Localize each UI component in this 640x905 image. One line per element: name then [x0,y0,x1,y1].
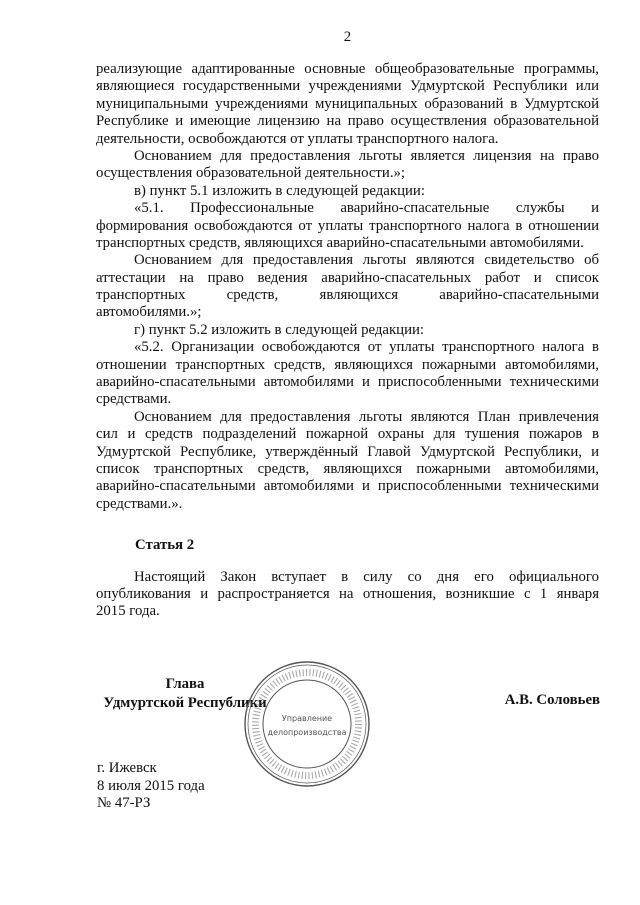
stamp-inner-text: Управление [281,714,333,723]
issue-date: 8 июля 2015 года [97,777,205,794]
paragraph-line: транспортных средств, являющихся аварийно-спасательными [96,287,599,304]
signatory-name: А.В. Соловьев [504,692,600,708]
paragraph-line: Республике и имеющие лицензию на право осуществления образовательной [96,113,599,130]
paragraph-item-g [96,322,599,339]
issue-details [97,760,205,813]
paragraph-line: Основанием для предоставления льготы являются План привлечения [134,408,599,425]
official-stamp [240,657,374,791]
paragraph-line: сил и средств подразделений пожарной охраны для тушения пожаров в [96,426,599,443]
paragraph-item-v [96,183,599,200]
issue-place: г. Ижевск [97,760,157,776]
paragraph-line: муниципальными учреждениями муниципальных образований в Удмуртской [96,95,599,112]
paragraph-line: Удмуртской Республике, утверждённый Главой Удмуртской Республики, и [96,443,599,460]
article-heading: Статья 2 [135,537,195,553]
paragraph-line: в) пункт 5.1 изложить в следующей редакции: [134,182,425,199]
page-number: 2 [343,29,352,45]
paragraph-line: средствами. [96,391,172,408]
paragraph-line: автомобилями.»; [96,304,202,321]
paragraph-license-basis [96,148,599,183]
paragraph-line: являющиеся государственными учреждениями Удмуртской Республики или [96,78,599,95]
stamp-inner-text: делопроизводства [267,728,347,737]
paragraph-line: транспортных средств, являющихся аварийно-спасательными автомобилями. [96,234,584,251]
document-body [96,61,599,513]
paragraph-line: аварийно-спасательными автомобилями и приспособленными техническими [96,478,599,495]
paragraph-clause-5-1 [96,200,599,252]
paragraph-clause-5-2-basis [96,409,599,513]
paragraph-continuation [96,61,599,148]
stamp-outer-ring [245,662,369,786]
paragraph-clause-5-1-basis [96,252,599,322]
stamp-inner-ring [263,680,351,768]
paragraph-line: деятельности, освобождаются от уплаты транспортного налога. [96,130,499,147]
paragraph-line: «5.2. Организации освобождаются от уплаты транспортного налога в [134,339,599,356]
paragraph-line: средствами.». [96,495,183,512]
paragraph-line: реализующие адаптированные основные общеобразовательные программы, [96,61,599,77]
stamp-second-ring [248,665,366,783]
paragraph-line: 2015 года. [96,603,160,620]
paragraph-line: Основанием для предоставления льготы является лицензия на право [134,147,599,164]
paragraph-line: Основанием для предоставления льготы являются свидетельство об [134,252,599,269]
law-number: № 47-РЗ [97,795,151,811]
paragraph-line: осуществления образовательной деятельности.»; [96,165,406,182]
paragraph-line: опубликования и распространяется на отношения, возникшие с 1 января [96,586,599,603]
paragraph-line: отношении транспортных средств, являющихся пожарными автомобилями, [96,356,599,373]
paragraph-line: список транспортных средств, являющихся пожарными автомобилями, [96,460,599,477]
signatory-position-line: Глава [165,676,205,692]
stamp-graphic [240,657,374,791]
paragraph-clause-5-2 [96,339,599,409]
stamp-ring-lettering [256,673,359,776]
paragraph-line: г) пункт 5.2 изложить в следующей редакции: [134,321,425,338]
paragraph-line: аттестации на право ведения аварийно-спасательных работ и список [96,269,599,286]
paragraph-line: Настоящий Закон вступает в силу со дня его официального [134,569,599,585]
signatory-position-line: Удмуртской Республики [103,695,267,711]
paragraph-line: формирования освобождаются от уплаты транспортного налога в отношении [96,217,599,234]
paragraph-line: «5.1. Профессиональные аварийно-спасательные службы и [134,200,599,217]
paragraph-line: аварийно-спасательными автомобилями и приспособленными техническими [96,374,599,391]
article-paragraph [96,569,599,621]
